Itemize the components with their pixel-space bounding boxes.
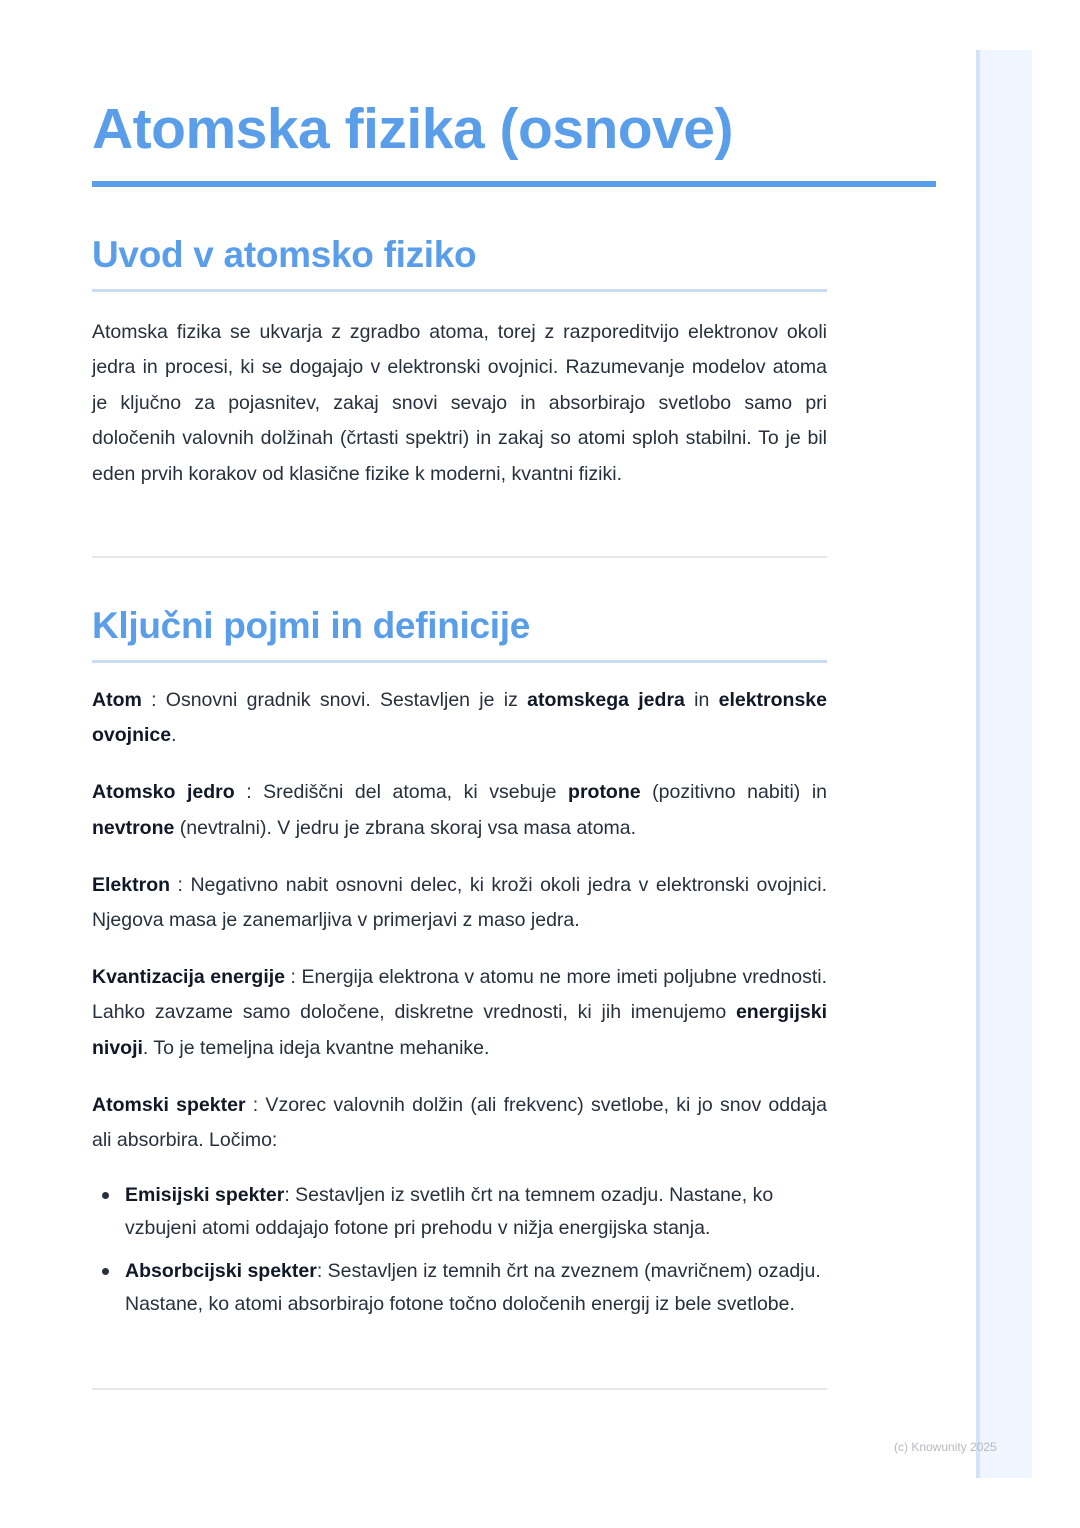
- bullet-icon: [102, 1192, 109, 1199]
- copyright-footer: (c) Knowunity 2025: [894, 1440, 997, 1454]
- spectrum-types-list: [92, 1179, 827, 1320]
- page-title: Atomska fizika (osnove): [92, 97, 733, 161]
- bullet-icon: [102, 1268, 109, 1275]
- title-underline: [92, 181, 936, 187]
- intro-paragraph: Atomska fizika se ukvarja z zgradbo atoma, torej z razporeditvijo elektronov okoli jedra in procesi, ki se dogajajo v elektronski ovojnici. Razumevanje modelov atoma je ključno za pojasnitev, zakaj snovi sevajo in absorbirajo svetlobo samo pri določenih valovnih dolžinah (črtasti spektri) in zakaj so atomi sploh stabilni. To je bil eden prvih korakov od klasične fizike k moderni, kvantni fiziki.: [92, 321, 827, 485]
- section-heading: Uvod v atomsko fiziko: [92, 234, 477, 275]
- definition-atomic-nucleus: Atomsko jedro : Središčni del atoma, ki vsebuje protone (pozitivno nabiti) in nevtrone (nevtralni). V jedru je zbrana skoraj vsa masa atoma.: [92, 781, 827, 839]
- section-underline: [92, 660, 827, 663]
- section-intro: [92, 232, 827, 492]
- definition-energy-quantization: Kvantizacija energije : Energija elektrona v atomu ne more imeti poljubne vrednosti. Lahko zavzame samo določene, diskretne vrednosti, ki jih imenujemo energijski nivoji. To je temeljna ideja kvantne mehanike.: [92, 966, 827, 1059]
- section-heading: Ključni pojmi in definicije: [92, 605, 530, 646]
- list-item: Emisijski spekter: Sestavljen iz svetlih črt na temnem ozadju. Nastane, ko vzbujeni atomi oddajajo fotone pri prehodu v nižja energijska stanja.: [92, 1179, 827, 1244]
- list-item: Absorbcijski spekter: Sestavljen iz temnih črt na zveznem (mavričnem) ozadju. Nastane, ko atomi absorbirajo fotone točno določenih energij iz bele svetlobe.: [92, 1255, 827, 1320]
- side-panel: [976, 50, 1032, 1478]
- definition-electron: Elektron : Negativno nabit osnovni delec, ki kroži okoli jedra v elektronski ovojnici. Njegova masa je zanemarljiva v primerjavi z maso jedra.: [92, 873, 827, 932]
- section-divider: [92, 556, 827, 558]
- section-key-concepts: [92, 603, 827, 1320]
- definition-atom: Atom : Osnovni gradnik snovi. Sestavljen je iz atomskega jedra in elektronske ovojnice.: [92, 689, 828, 747]
- section-divider: [92, 1388, 827, 1390]
- definition-atomic-spectrum: Atomski spekter : Vzorec valovnih dolžin (ali frekvenc) svetlobe, ki jo snov oddaja ali absorbira. Ločimo:: [92, 1093, 827, 1152]
